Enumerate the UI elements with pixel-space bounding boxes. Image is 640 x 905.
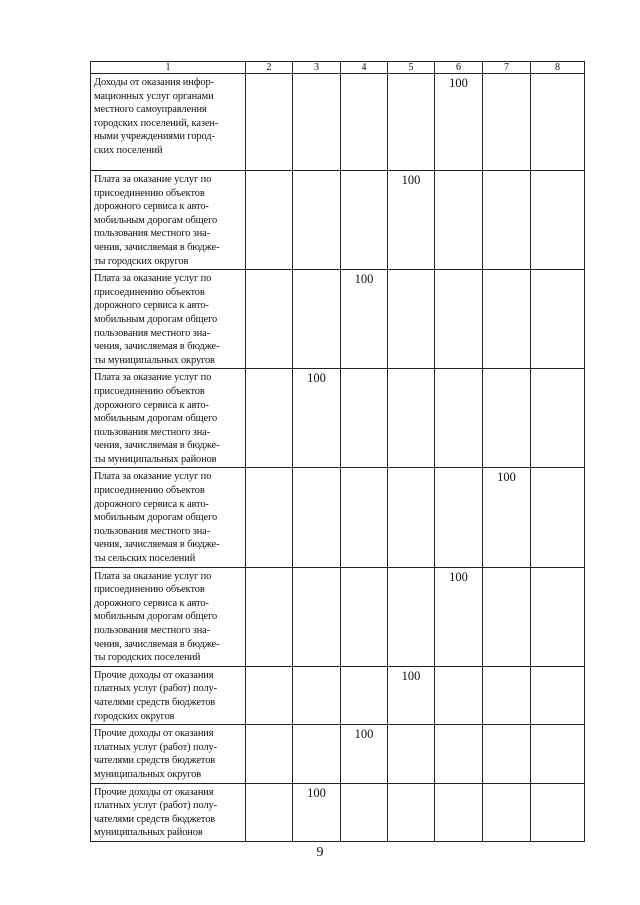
empty-cell: [341, 369, 388, 468]
description-line: муниципальных округов: [94, 768, 202, 780]
share-value: 100: [341, 725, 388, 783]
description-line: дорожного сервиса к авто-: [94, 597, 209, 609]
revenue-description: [91, 725, 246, 783]
empty-cell: [246, 171, 293, 270]
description-line: чения, зачисляемая в бюдже-: [94, 638, 220, 650]
description-line: присоединению объектов: [94, 286, 205, 298]
empty-cell: [531, 74, 585, 171]
column-header: 2: [246, 62, 293, 74]
header-row: [91, 62, 585, 74]
empty-cell: [483, 270, 531, 369]
table-row: [91, 725, 585, 783]
description-line: присоединению объектов: [94, 584, 205, 596]
empty-cell: [531, 567, 585, 666]
empty-cell: [293, 270, 341, 369]
empty-cell: [246, 567, 293, 666]
empty-cell: [531, 725, 585, 783]
revenue-description: [91, 369, 246, 468]
empty-cell: [435, 270, 483, 369]
empty-cell: [341, 666, 388, 724]
empty-cell: [483, 783, 531, 841]
empty-cell: [388, 567, 435, 666]
empty-cell: [341, 74, 388, 171]
column-header: 8: [531, 62, 585, 74]
description-line: городских округов: [94, 710, 175, 722]
empty-cell: [435, 171, 483, 270]
share-value: 100: [388, 666, 435, 724]
description-line: мобильным дорогам общего: [94, 512, 218, 524]
table-row: [91, 74, 585, 171]
empty-cell: [483, 666, 531, 724]
description-line: ских поселений: [94, 144, 163, 156]
empty-cell: [341, 468, 388, 567]
description-line: дорожного сервиса к авто-: [94, 399, 209, 411]
page-number: 9: [316, 845, 324, 860]
empty-cell: [388, 369, 435, 468]
description-line: присоединению объектов: [94, 485, 205, 497]
description-line: пользования местного зна-: [94, 327, 211, 339]
column-header: 5: [388, 62, 435, 74]
empty-cell: [246, 369, 293, 468]
share-value: 100: [483, 468, 531, 567]
empty-cell: [435, 783, 483, 841]
description-line: мобильным дорогам общего: [94, 611, 218, 623]
description-line: платных услуг (работ) полу-: [94, 741, 217, 753]
share-value: 100: [388, 171, 435, 270]
revenue-distribution-table: [90, 61, 585, 842]
empty-cell: [388, 468, 435, 567]
revenue-description: [91, 468, 246, 567]
description-line: Плата за оказание услуг по: [94, 174, 212, 185]
description-line: Плата за оказание услуг по: [94, 273, 212, 285]
description-line: чателями средств бюджетов: [94, 813, 216, 825]
empty-cell: [388, 783, 435, 841]
revenue-description: [91, 74, 246, 171]
description-line: ты муниципальных округов: [94, 354, 215, 366]
description-line: чателями средств бюджетов: [94, 696, 216, 708]
table-row: [91, 567, 585, 666]
empty-cell: [293, 666, 341, 724]
description-line: чателями средств бюджетов: [94, 755, 216, 767]
description-line: ты сельских поселений: [94, 553, 196, 565]
revenue-description: [91, 666, 246, 724]
empty-cell: [246, 783, 293, 841]
description-line: пользования местного зна-: [94, 525, 211, 537]
table-row: [91, 369, 585, 468]
description-line: пользования местного зна-: [94, 625, 211, 636]
description-line: Прочие доходы от оказания: [94, 728, 214, 740]
share-value: 100: [435, 74, 483, 171]
share-value: 100: [435, 567, 483, 666]
empty-cell: [246, 725, 293, 783]
table-row: [91, 270, 585, 369]
empty-cell: [293, 725, 341, 783]
empty-cell: [483, 369, 531, 468]
description-line: Плата за оказание услуг по: [94, 372, 212, 384]
empty-cell: [246, 468, 293, 567]
empty-cell: [246, 666, 293, 724]
column-header: 4: [341, 62, 388, 74]
empty-cell: [435, 666, 483, 724]
table-row: [91, 783, 585, 841]
empty-cell: [531, 270, 585, 369]
column-header: 6: [435, 62, 483, 74]
description-line: чения, зачисляемая в бюдже-: [94, 241, 220, 253]
empty-cell: [531, 468, 585, 567]
description-line: дорожного сервиса к авто-: [94, 201, 209, 213]
empty-cell: [531, 369, 585, 468]
table-row: [91, 666, 585, 724]
description-line: присоединению объектов: [94, 385, 205, 397]
description-line: ными учреждениями город-: [94, 131, 215, 143]
table-row: [91, 171, 585, 270]
empty-cell: [483, 725, 531, 783]
table-body: [91, 74, 585, 842]
description-line: Прочие доходы от оказания: [94, 669, 214, 681]
description-line: ты муниципальных районов: [94, 453, 217, 465]
empty-cell: [531, 171, 585, 270]
description-line: мобильным дорогам общего: [94, 413, 218, 425]
table-header: [91, 62, 585, 74]
empty-cell: [483, 171, 531, 270]
column-header: 7: [483, 62, 531, 74]
empty-cell: [246, 270, 293, 369]
share-value: 100: [293, 369, 341, 468]
description-line: ты городских поселений: [94, 652, 201, 664]
description-line: дорожного сервиса к авто-: [94, 300, 209, 312]
description-line: Плата за оказание услуг по: [94, 570, 212, 582]
empty-cell: [388, 270, 435, 369]
empty-cell: [531, 666, 585, 724]
share-value: 100: [293, 783, 341, 841]
revenue-description: [91, 171, 246, 270]
empty-cell: [435, 369, 483, 468]
column-header: 3: [293, 62, 341, 74]
share-value: 100: [341, 270, 388, 369]
description-line: присоединению объектов: [94, 187, 205, 199]
revenue-description: [91, 783, 246, 841]
description-line: муниципальных районов: [94, 827, 203, 839]
description-line: местного самоуправления: [94, 104, 207, 116]
description-line: ты городских округов: [94, 255, 189, 267]
description-line: чения, зачисляемая в бюдже-: [94, 539, 220, 551]
empty-cell: [293, 468, 341, 567]
description-line: пользования местного зна-: [94, 426, 211, 438]
empty-cell: [293, 74, 341, 171]
empty-cell: [388, 725, 435, 783]
revenue-description: [91, 567, 246, 666]
empty-cell: [246, 74, 293, 171]
empty-cell: [483, 74, 531, 171]
empty-cell: [388, 74, 435, 171]
empty-cell: [483, 567, 531, 666]
description-line: пользования местного зна-: [94, 228, 211, 240]
empty-cell: [341, 171, 388, 270]
description-line: Доходы от оказания инфор-: [94, 77, 214, 88]
description-line: Плата за оказание услуг по: [94, 471, 212, 483]
empty-cell: [435, 725, 483, 783]
revenue-description: [91, 270, 246, 369]
description-line: мобильным дорогам общего: [94, 313, 218, 325]
description-line: городских поселений, казен-: [94, 117, 219, 129]
empty-cell: [293, 567, 341, 666]
description-line: чения, зачисляемая в бюдже-: [94, 341, 220, 353]
empty-cell: [435, 468, 483, 567]
description-line: дорожного сервиса к авто-: [94, 498, 209, 510]
description-line: мобильным дорогам общего: [94, 214, 218, 226]
description-line: Прочие доходы от оказания: [94, 786, 214, 798]
empty-cell: [293, 171, 341, 270]
description-line: мационных услуг органами: [94, 90, 214, 102]
column-header: 1: [91, 62, 246, 74]
empty-cell: [341, 567, 388, 666]
empty-cell: [531, 783, 585, 841]
table-row: [91, 468, 585, 567]
description-line: платных услуг (работ) полу-: [94, 800, 217, 812]
empty-cell: [341, 783, 388, 841]
description-line: платных услуг (работ) полу-: [94, 683, 217, 695]
description-line: чения, зачисляемая в бюдже-: [94, 440, 220, 452]
